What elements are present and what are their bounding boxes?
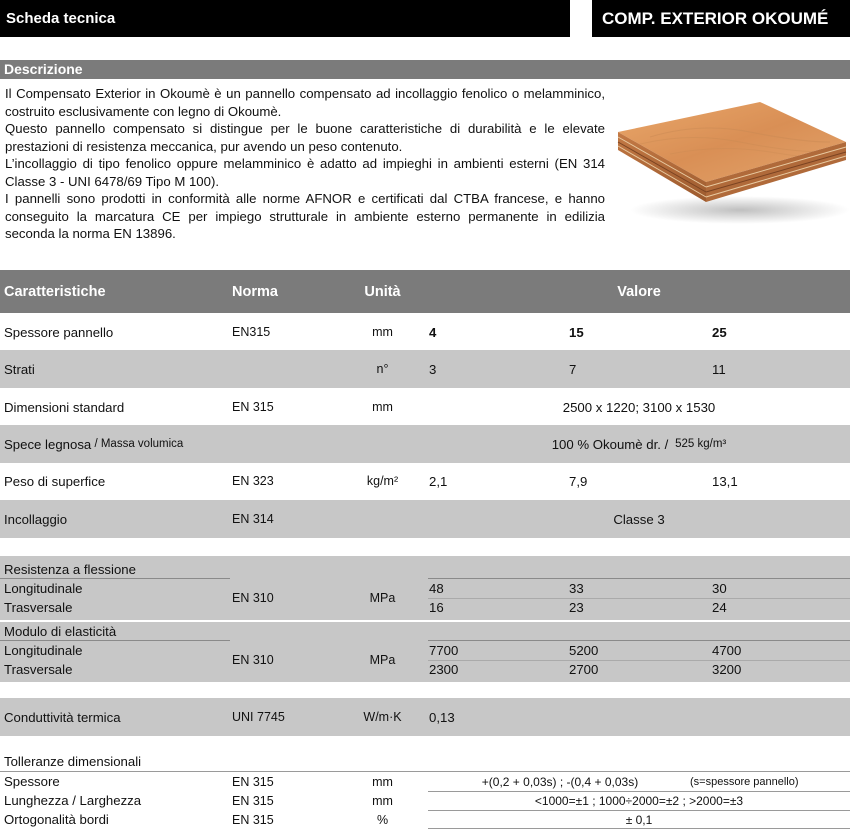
value-3: 25 bbox=[712, 324, 727, 340]
value-3: 13,1 bbox=[712, 473, 738, 489]
row-unit: W/m·K bbox=[363, 710, 402, 724]
divider bbox=[428, 640, 850, 641]
divider bbox=[428, 660, 850, 661]
table-row bbox=[0, 425, 850, 463]
table-row bbox=[0, 350, 850, 388]
value-3: 3200 bbox=[712, 662, 742, 677]
divider bbox=[428, 578, 850, 579]
value-1: 48 bbox=[429, 581, 444, 596]
row-label: Spessore bbox=[4, 774, 60, 789]
row-unit: % bbox=[376, 812, 389, 827]
divider bbox=[428, 598, 850, 599]
value-2: 7,9 bbox=[569, 473, 588, 489]
row-unit: n° bbox=[376, 362, 389, 376]
col-norma: Norma bbox=[232, 283, 278, 300]
row-label: Conduttività termica bbox=[4, 709, 121, 725]
value-2: 33 bbox=[569, 581, 584, 596]
value-1: 7700 bbox=[429, 643, 459, 658]
row-label: Trasversale bbox=[4, 662, 73, 677]
col-unita: Unità bbox=[364, 283, 401, 300]
row-label: Spessore pannello bbox=[4, 324, 114, 340]
table-row bbox=[0, 598, 850, 617]
value-2: 2700 bbox=[569, 662, 599, 677]
row-label: Ortogonalità bordi bbox=[4, 812, 109, 827]
value-1: 0,13 bbox=[429, 709, 455, 725]
row-unit: mm bbox=[372, 325, 393, 339]
plywood-panel-image bbox=[610, 82, 850, 234]
row-norma: EN 315 bbox=[232, 812, 274, 827]
row-label: Lunghezza / Larghezza bbox=[4, 793, 142, 808]
col-caratteristiche: Caratteristiche bbox=[4, 283, 106, 300]
row-value-main: 100 % Okoumè dr. / bbox=[551, 436, 672, 452]
table-row bbox=[0, 698, 850, 736]
table-row bbox=[0, 641, 850, 660]
row-norma: EN315 bbox=[232, 325, 271, 339]
row-norma: EN 310 bbox=[232, 653, 274, 667]
divider bbox=[0, 620, 850, 622]
table-row bbox=[0, 500, 850, 538]
row-unit: kg/m² bbox=[366, 474, 399, 488]
value-1: 16 bbox=[429, 600, 444, 615]
row-label: Strati bbox=[4, 361, 35, 377]
divider bbox=[0, 578, 230, 579]
row-label bbox=[4, 425, 183, 463]
group-title: Tolleranze dimensionali bbox=[4, 754, 142, 769]
group-title: Resistenza a flessione bbox=[4, 562, 136, 577]
row-value: 2500 x 1220; 3100 x 1530 bbox=[562, 399, 716, 415]
row-label: Peso di superfice bbox=[4, 473, 106, 489]
value-2: 23 bbox=[569, 600, 584, 615]
row-label: Longitudinale bbox=[4, 643, 83, 658]
table-row bbox=[0, 462, 850, 500]
value-2: 7 bbox=[569, 361, 577, 377]
table-row bbox=[0, 313, 850, 351]
row-value-suffix: 525 kg/m³ bbox=[671, 438, 727, 450]
description-heading: Descrizione bbox=[0, 60, 850, 79]
value-3: 4700 bbox=[712, 643, 742, 658]
product-title: COMP. EXTERIOR OKOUMÉ bbox=[592, 0, 850, 37]
row-label: Dimensioni standard bbox=[4, 399, 125, 415]
row-label: Longitudinale bbox=[4, 581, 83, 596]
row-norma: EN 314 bbox=[232, 512, 274, 526]
value-1: 4 bbox=[429, 324, 437, 340]
value-1: 2,1 bbox=[429, 473, 448, 489]
row-unit: mm bbox=[372, 774, 393, 789]
table-row bbox=[0, 579, 850, 598]
description-paragraph: I pannelli sono prodotti in conformità alle norme AFNOR e certificati dal CTBA francese, e hanno conseguito la marcatura CE per impiego strutturale in ambiente esterno permanente in edilizia seconda la norma EN 13896. bbox=[5, 191, 605, 241]
divider bbox=[0, 640, 230, 641]
row-unit: mm bbox=[372, 400, 393, 414]
row-value bbox=[428, 425, 850, 463]
table-row bbox=[0, 660, 850, 679]
table-row bbox=[0, 810, 850, 829]
row-norma: EN 315 bbox=[232, 793, 274, 808]
row-norma: EN 315 bbox=[232, 774, 274, 789]
row-norma: UNI 7745 bbox=[232, 710, 285, 724]
row-label-main: Spece legnosa bbox=[4, 436, 92, 452]
value-3: 30 bbox=[712, 581, 727, 596]
row-value: Classe 3 bbox=[613, 511, 665, 527]
table-row bbox=[0, 772, 850, 791]
row-note: (s=spessore pannello) bbox=[690, 775, 799, 788]
value-3: 24 bbox=[712, 600, 727, 615]
sheet-title: Scheda tecnica bbox=[0, 0, 570, 37]
row-norma: EN 323 bbox=[232, 474, 274, 488]
value-2: 15 bbox=[569, 324, 584, 340]
value-1: 3 bbox=[429, 361, 437, 377]
value-2: 5200 bbox=[569, 643, 599, 658]
table-row bbox=[0, 791, 850, 810]
row-norma: EN 315 bbox=[232, 400, 274, 414]
row-value: +(0,2 + 0,03s) ; -(0,4 + 0,03s) bbox=[481, 774, 639, 789]
description-text bbox=[5, 85, 605, 243]
group-title: Modulo di elasticità bbox=[4, 624, 117, 639]
table-row bbox=[0, 388, 850, 426]
row-value: ± 0,1 bbox=[625, 812, 653, 827]
row-value: <1000=±1 ; 1000÷2000=±2 ; >2000=±3 bbox=[534, 793, 744, 808]
tolerances-group bbox=[0, 752, 850, 829]
value-3: 11 bbox=[712, 361, 726, 377]
row-label: Trasversale bbox=[4, 600, 73, 615]
mechanical-properties-group bbox=[0, 556, 850, 682]
row-unit: MPa bbox=[369, 653, 396, 667]
description-paragraph: L’incollaggio di tipo fenolico oppure melamminico è adatto ad impieghi in ambienti esterni (EN 314 Classe 3 - UNI 6478/69 Tipo M 100). bbox=[5, 156, 605, 189]
description-paragraph: Il Compensato Exterior in Okoumè è un pannello compensato ad incollaggio fenolico o melamminico, costruito esclusivamente con legno di Okoumè. bbox=[5, 86, 605, 119]
description-paragraph: Questo pannello compensato si distingue per le buone caratteristiche di durabilità e le elevate prestazioni di resistenza meccanica, pur avendo un peso contenuto. bbox=[5, 121, 605, 154]
row-unit: mm bbox=[372, 793, 393, 808]
row-norma: EN 310 bbox=[232, 591, 274, 605]
row-label-suffix: / Massa volumica bbox=[91, 438, 184, 450]
row-unit: MPa bbox=[369, 591, 396, 605]
col-valore: Valore bbox=[617, 283, 661, 300]
table-header bbox=[0, 270, 850, 313]
value-1: 2300 bbox=[429, 662, 459, 677]
row-label: Incollaggio bbox=[4, 511, 68, 527]
